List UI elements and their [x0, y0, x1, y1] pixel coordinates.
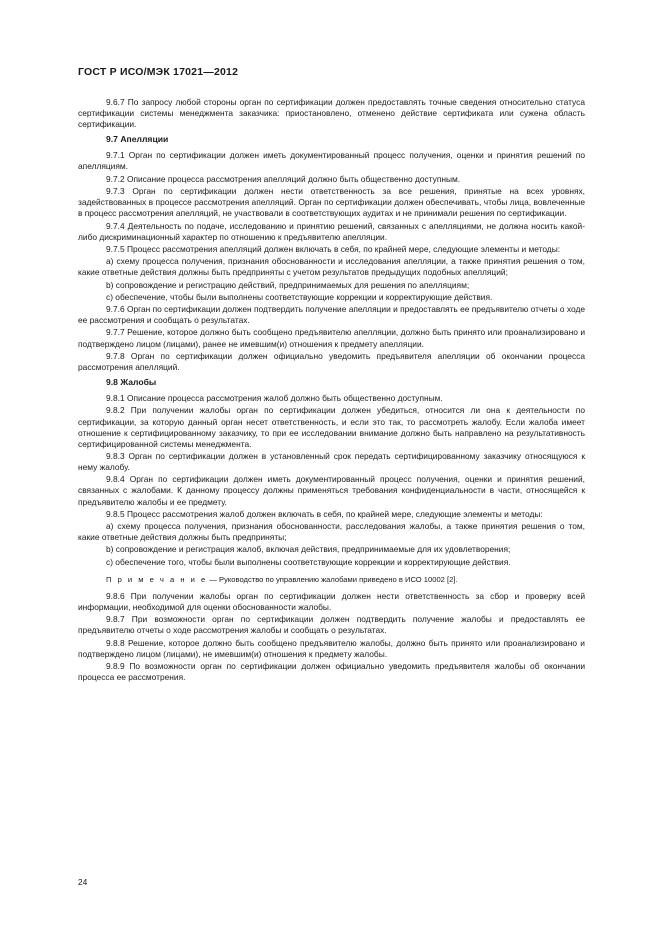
clause-9-8-5: 9.8.5 Процесс рассмотрения жалоб должен включать в себя, по крайней мере, следующие элементы и методы:	[106, 508, 543, 519]
clause-9-8-3: 9.8.3 Орган по сертификации должен в установленный срок передать сертифицированному заказчику относящуюся к нему жалобу.	[78, 450, 585, 473]
list-item-c: c) обеспечение того, чтобы были выполнены соответствующие коррекции и корректирующие действия.	[106, 556, 511, 567]
section-heading-complaints: 9.8 Жалобы	[106, 377, 157, 388]
clause-9-6-7: 9.6.7 По запросу любой стороны орган по сертификации должен предоставлять точные сведения относительно статуса сертификации системы менеджмента заказчика: приостановлено, отменено действие сертификата или сужена область сертификации.	[78, 97, 585, 130]
clause-9-7-5: 9.7.5 Процесс рассмотрения апелляций должен включать в себя, по крайней мере, следующие элементы и методы:	[106, 243, 561, 254]
note-text: — Руководство по управлению жалобами приведено в ИСО 10002 [2].	[209, 574, 458, 584]
list-item-a: а) схему процесса получения, признания обоснованности и исследования апелляции, а также принятия решения о том, какие ответные действия должны быть предприняты с учетом результатов предыдущих подобных апелляций;	[78, 256, 585, 278]
clause-9-7-1: 9.7.1 Орган по сертификации должен иметь документированный процесс получения, оценки и принятия решений по апелляциям.	[78, 150, 585, 172]
page-number: 24	[78, 877, 88, 887]
note-label: П р и м е ч а н и е	[106, 574, 208, 584]
section-heading-appeals: 9.7 Апелляции	[106, 134, 169, 145]
clause-9-8-6: 9.8.6 При получении жалобы орган по сертификации должен нести ответственность за сбор и проверку всей информации, необходимой для оценки обоснованности жалобы.	[78, 590, 585, 613]
document-header: ГОСТ Р ИСО/МЭК 17021—2012	[78, 66, 239, 78]
clause-9-8-1: 9.8.1 Описание процесса рассмотрения жалоб должно быть общественно доступным.	[106, 393, 443, 404]
list-item-b: b) сопровождение и регистрацию действий, предпринимаемых для решения по апелляциям;	[106, 279, 470, 290]
clause-9-8-7: 9.8.7 При возможности орган по сертификации должен подтвердить получение жалобы и предоставлять ее предъявителю отчеты о ходе рассмотрения жалобы и сообщать о результатах.	[78, 614, 585, 636]
clause-9-7-4: 9.7.4 Деятельность по подаче, исследованию и принятию решений, связанных с апелляциями, не должна носить какой-либо дискриминационный характер по отношению к предъявителю апелляции.	[78, 220, 585, 242]
clause-9-7-3: 9.7.3 Орган по сертификации должен нести ответственность за все решения, принятые на всех уровнях, задействованных в процессе рассмотрения апелляций. Орган по сертификации должен обеспечивать, чтобы лица, вовлеченные в процесс рассмотрения апелляций, не участвовали в соответствующих аудитах и не принимали решения по сертификации.	[78, 186, 585, 219]
note	[78, 574, 585, 585]
clause-9-8-9: 9.8.9 По возможности орган по сертификации должен официально уведомить предъявителя жалобы об окончании процесса ее рассмотрения.	[78, 661, 585, 683]
list-item-b: b) сопровождение и регистрация жалоб, включая действия, предпринимаемые для их удовлетворения;	[106, 544, 511, 555]
clause-9-7-7: 9.7.7 Решение, которое должно быть сообщено предъявителю апелляции, должно быть принято или проанализировано и подтверждено лицом (лицами), ранее не имевшим(и) отношения к предмету апелляции.	[78, 327, 585, 349]
list-item-c: c) обеспечение, чтобы были выполнены соответствующие коррекции и корректирующие действия.	[106, 291, 493, 302]
clause-9-8-8: 9.8.8 Решение, которое должно быть сообщено предъявителю жалобы, должно быть принято или проанализировано и подтверждено лицом (лицами), не имевшим(и) отношения к предмету жалобы.	[78, 637, 585, 659]
list-item-a: а) схему процесса получения, признания обоснованности, расследования жалобы, а также принятия решения о том, какие ответные действия должны быть предприняты;	[78, 521, 585, 543]
clause-9-7-6: 9.7.6 Орган по сертификации должен подтвердить получение апелляции и предоставлять ее предъявителю отчеты о ходе ее рассмотрения и сообщать о результатах.	[78, 304, 585, 326]
clause-9-7-2: 9.7.2 Описание процесса рассмотрения апелляций должно быть общественно доступным.	[106, 173, 461, 184]
clause-9-7-8: 9.7.8 Орган по сертификации должен официально уведомить предъявителя апелляции об окончании процесса рассмотрения апелляций.	[78, 350, 585, 372]
clause-9-8-2: 9.8.2 При получении жалобы орган по сертификации должен убедиться, относится ли она к деятельности по сертификации, за которую данный орган несет ответственность, и если это так, то рассмотреть жалобу. Если жалоба имеет отношение к сертифицированному заказчику, то при ее исследовании внимание должно быть направлено на результативность сертифицированной системы менеджмента.	[78, 405, 585, 449]
page-body	[78, 97, 585, 684]
clause-9-8-4: 9.8.4 Орган по сертификации должен иметь документированный процесс получения, оценки и принятия решений, связанных с жалобами. К данному процессу должны применяться требования конфиденциальности в части, относящейся к предъявителю жалобы и ее предмету.	[78, 474, 585, 507]
